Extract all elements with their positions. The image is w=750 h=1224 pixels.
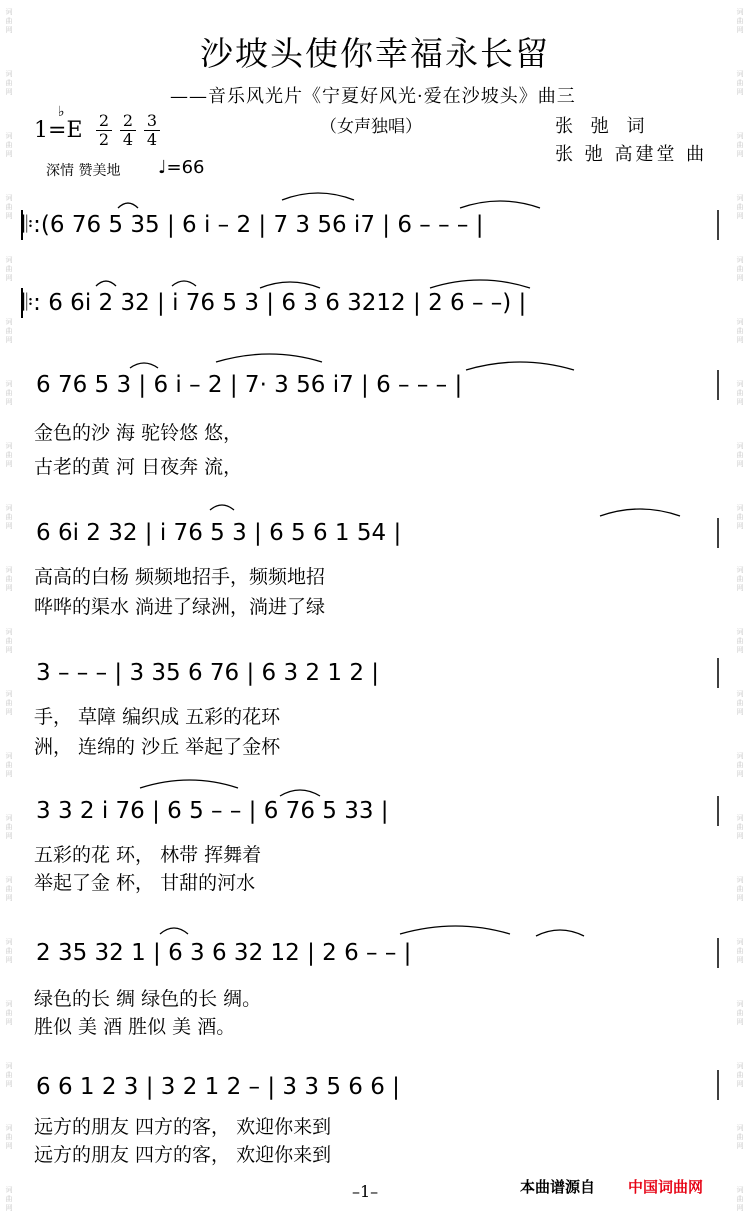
slur	[460, 201, 540, 208]
expression-marking: 深情 赞美地	[46, 163, 121, 179]
song-subtitle: ——音乐风光片《宁夏好风光·爱在沙坡头》曲三	[170, 86, 576, 107]
system-1-notes: 𝄆:(6 76 5 35 | 6 i – 2 | 7 3 56 i7 | 6 – – – |	[22, 212, 484, 238]
watermark-glyph: 词 曲 网	[5, 566, 13, 592]
slur	[216, 354, 322, 362]
slur	[118, 203, 138, 208]
system-7-notes: 2 35 32 1 | 6 3 6 32 12 | 2 6 – – |	[36, 940, 412, 966]
system-5-lyrics-1: 手， 草障 编织成 五彩的花环	[34, 706, 281, 728]
watermark-glyph: 词 曲 网	[736, 256, 744, 282]
watermark-glyph: 词 曲 网	[736, 504, 744, 530]
slur	[160, 928, 188, 934]
ts-3-bottom: 4	[146, 130, 158, 149]
system-5-notes: 3 – – – | 3 35 6 76 | 6 3 2 1 2 |	[36, 660, 380, 686]
slur	[600, 509, 680, 516]
watermark-glyph: 词 曲 网	[5, 752, 13, 778]
composer-credit: 张 弛 高建堂 曲	[555, 144, 708, 165]
flat-symbol: ♭	[58, 104, 65, 120]
watermark-glyph: 词 曲 网	[736, 814, 744, 840]
watermark-glyph: 词 曲 网	[5, 318, 13, 344]
slur	[536, 930, 584, 936]
watermark-glyph: 词 曲 网	[5, 194, 13, 220]
slur	[400, 926, 510, 934]
watermark-glyph: 词 曲 网	[736, 566, 744, 592]
watermark-glyph: 词 曲 网	[5, 1000, 13, 1026]
source-label: 本曲谱源自	[520, 1178, 596, 1196]
slur	[130, 363, 158, 368]
slur	[280, 790, 320, 796]
watermark-glyph: 词 曲 网	[736, 8, 744, 34]
ts-3-top: 3	[146, 111, 158, 130]
watermark-glyph: 词 曲 网	[5, 1124, 13, 1150]
source-site-link[interactable]: 中国词曲网	[628, 1178, 704, 1196]
slur	[466, 362, 574, 370]
watermark-glyph: 词 曲 网	[736, 938, 744, 964]
system-4-notes: 6 6i 2 32 | i 76 5 3 | 6 5 6 1 54 |	[36, 520, 402, 546]
system-4-lyrics-2: 哗哗的渠水 淌进了绿洲，淌进了绿	[34, 596, 326, 618]
page-number: –1–	[352, 1182, 379, 1201]
watermark-glyph: 词 曲 网	[5, 938, 13, 964]
watermark-glyph: 词 曲 网	[736, 1124, 744, 1150]
watermark-glyph: 词 曲 网	[736, 628, 744, 654]
watermark-glyph: 词 曲 网	[5, 1062, 13, 1088]
slur	[430, 280, 530, 288]
slur	[96, 281, 116, 286]
key-label: 1=	[34, 118, 67, 143]
system-3-lyrics-2: 古老的黄 河 日夜奔 流，	[34, 456, 243, 478]
watermark-glyph: 词 曲 网	[5, 380, 13, 406]
watermark-glyph: 词 曲 网	[5, 1186, 13, 1212]
watermark-glyph: 词 曲 网	[736, 1062, 744, 1088]
watermark-glyph: 词 曲 网	[736, 690, 744, 716]
system-6-lyrics-2: 举起了金 杯， 甘甜的河水	[34, 872, 256, 894]
watermark-glyph: 词 曲 网	[736, 442, 744, 468]
watermark-glyph: 词 曲 网	[5, 70, 13, 96]
watermark-glyph: 词 曲 网	[736, 876, 744, 902]
watermark-glyph: 词 曲 网	[5, 8, 13, 34]
lyricist-credit: 张 弛 词	[555, 116, 651, 137]
key-note: E	[66, 118, 83, 143]
system-4-lyrics-1: 高高的白杨 频频地招手，频频地招	[34, 566, 326, 588]
system-2-notes: 𝄆: 6 6i 2 32 | i 76 5 3 | 6 3 6 3212 | 2 6 – –) |	[22, 290, 527, 316]
watermark-glyph: 词 曲 网	[5, 256, 13, 282]
system-7-lyrics-1: 绿色的长 绸 绿色的长 绸。	[34, 988, 262, 1010]
slur	[210, 505, 234, 510]
slur	[140, 780, 238, 788]
ts-1-bottom: 2	[98, 130, 110, 149]
system-3-notes: 6 76 5 3 | 6 i – 2 | 7· 3 56 i7 | 6 – – – |	[36, 372, 463, 398]
system-3-lyrics-1: 金色的沙 海 驼铃悠 悠，	[34, 422, 243, 444]
watermark-glyph: 词 曲 网	[736, 194, 744, 220]
tempo-marking: ♩=66	[158, 157, 205, 178]
system-7-lyrics-2: 胜似 美 酒 胜似 美 酒。	[34, 1016, 236, 1038]
ts-2-top: 2	[122, 111, 134, 130]
watermark-glyph: 词 曲 网	[736, 380, 744, 406]
watermark-glyph: 词 曲 网	[5, 504, 13, 530]
watermark-glyph: 词 曲 网	[736, 318, 744, 344]
watermark-glyph: 词 曲 网	[5, 876, 13, 902]
system-8-lyrics-1: 远方的朋友 四方的客， 欢迎你来到	[34, 1116, 332, 1138]
watermark-glyph: 词 曲 网	[736, 132, 744, 158]
system-8-lyrics-2: 远方的朋友 四方的客， 欢迎你来到	[34, 1144, 332, 1166]
slur	[282, 193, 354, 200]
system-6-notes: 3 3 2 i 76 | 6 5 – – | 6 76 5 33 |	[36, 798, 389, 824]
system-5-lyrics-2: 洲， 连绵的 沙丘 举起了金杯	[34, 736, 281, 758]
system-8-notes: 6 6 1 2 3 | 3 2 1 2 – | 3 3 5 6 6 |	[36, 1074, 400, 1100]
watermark-glyph: 词 曲 网	[736, 1186, 744, 1212]
watermark-glyph: 词 曲 网	[5, 442, 13, 468]
song-title: 沙坡头使你幸福永长留	[200, 34, 550, 73]
watermark-glyph: 词 曲 网	[5, 628, 13, 654]
watermark-glyph: 词 曲 网	[736, 70, 744, 96]
slur	[260, 282, 320, 288]
ts-2-bottom: 4	[122, 130, 134, 149]
watermark-glyph: 词 曲 网	[5, 814, 13, 840]
slur	[172, 281, 196, 286]
voice-type: （女声独唱）	[320, 117, 422, 137]
watermark-glyph: 词 曲 网	[736, 1000, 744, 1026]
watermark-glyph: 词 曲 网	[5, 132, 13, 158]
watermark-glyph: 词 曲 网	[5, 690, 13, 716]
ts-1-top: 2	[98, 111, 110, 130]
system-6-lyrics-1: 五彩的花 环， 林带 挥舞着	[34, 844, 262, 866]
watermark-glyph: 词 曲 网	[736, 752, 744, 778]
